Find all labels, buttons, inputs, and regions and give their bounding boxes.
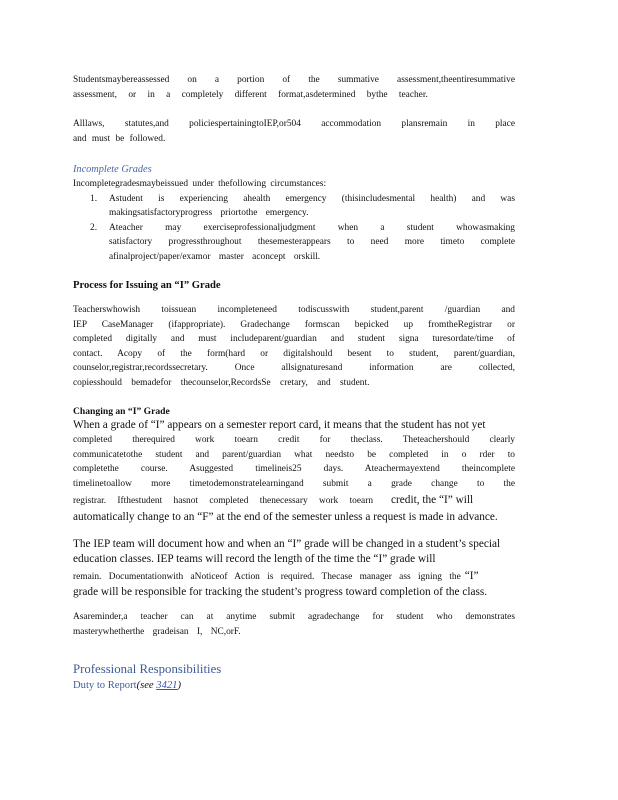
- professional-section: [73, 661, 515, 695]
- text-line: communicatetothe student and parent/guardian what needsto be completed in o rder to: [73, 449, 515, 460]
- list-number: 1.: [90, 193, 98, 204]
- changing-grade-section: [73, 405, 515, 525]
- text-fragment: remain. Documentationwith aNoticeof Action is required. Thecase manager ass igning the: [73, 572, 461, 582]
- text-line: The IEP team will document how and when an “I” grade will be changed in a student’s special: [73, 538, 501, 550]
- text-line: IEP CaseManager (ifappropriate). Gradechange formscan bepicked up fromtheRegistrar or: [73, 319, 515, 330]
- text-line: completethe course. Asuggested timelineis25 days. Ateachermayextend theincomplete: [73, 464, 515, 475]
- laws-paragraph: [73, 117, 515, 146]
- section-heading: Professional Responsibilities: [73, 662, 222, 676]
- reassessment-paragraph: [73, 73, 515, 102]
- text-line: Alllaws, statutes,and policiespertainingtoIEP,or504 accommodation plansremain in place: [73, 119, 515, 129]
- intro-line: Incompletegradesmaybeissued under thefollowing circumstances:: [73, 179, 327, 189]
- section-heading: Incomplete Grades: [73, 164, 152, 175]
- section-heading: Changing an “I” Grade: [73, 406, 170, 417]
- text-line: Teacherswhowish toissuean incompleteneed todiscusswith student,parent /guardian and: [73, 305, 515, 315]
- duty-to-report-label: Duty to Report: [73, 680, 137, 691]
- circumstances-list: [73, 192, 515, 265]
- duty-to-report-line: [73, 677, 515, 695]
- text-fragment: credit, the “I” will: [391, 494, 474, 507]
- list-number: 2.: [90, 222, 98, 233]
- process-paragraph: [73, 303, 515, 391]
- text-line: contact. Acopy of the form(hard or digitalshould besent to student, parent/guardian,: [73, 348, 515, 359]
- list-item: [73, 221, 515, 265]
- text-line: Ateacher may exerciseprofessionaljudgment when a student whowasmaking: [109, 222, 515, 233]
- changing-paragraph: [73, 433, 515, 491]
- text-line: timelinetoallow more timetodemonstratelearningand submit a grade change to the: [73, 478, 515, 489]
- see-suffix: ): [177, 680, 181, 691]
- text-line: Astudent is experiencing ahealth emergency (thisincludesmental health) and was: [109, 193, 515, 204]
- iep-paragraph: [73, 537, 515, 600]
- text-line: Studentsmaybereassessed on a portion of the summative assessment,theentiresummative: [73, 75, 515, 85]
- text-fragment: registrar. Ifthestudent hasnot completed thenecessary work toearn: [73, 496, 374, 507]
- reminder-paragraph: [73, 610, 515, 639]
- text-fragment: “I”: [464, 570, 479, 582]
- text-line: masterywhetherthe gradeisan I, NC,orF.: [73, 626, 241, 637]
- list-item: [73, 192, 515, 221]
- text-line: assessment, or in a completely different format,asdetermined bythe teacher.: [73, 89, 428, 100]
- see-prefix: (see: [136, 680, 157, 691]
- text-line: and must be followed.: [73, 133, 166, 144]
- incomplete-grades-section: [73, 163, 515, 265]
- mixed-line: [73, 491, 515, 509]
- text-line: Asareminder,a teacher can at anytime submit agradechange for student who demonstrates: [73, 612, 515, 622]
- text-line: copiesshould bemadefor thecounselor,RecordsSe cretary, and student.: [73, 377, 370, 388]
- text-line: afinalproject/paper/examor master aconcept orskill.: [109, 251, 321, 262]
- text-line: When a grade of “I” appears on a semester report card, it means that the student has not yet: [73, 419, 486, 431]
- section-heading: Process for Issuing an “I” Grade: [73, 280, 221, 291]
- text-line: satisfactory progressthroughout thesemesterappears to need more timeto complete: [109, 237, 515, 248]
- text-line: completed digitally and must includeparent/guardian and student signa turesordate/time of: [73, 334, 515, 345]
- text-line: automatically change to an “F” at the end of the semester unless a request is made in advance.: [73, 510, 498, 523]
- process-section: [73, 279, 515, 391]
- text-line: education classes. IEP teams will record the length of the time the “I” grade will: [73, 553, 436, 565]
- text-line: makingsatisfactoryprogress priortothe emergency.: [109, 208, 309, 219]
- text-line: grade will be responsible for tracking the student’s progress toward completion of the class.: [73, 585, 488, 598]
- text-line: counselor,registrar,recordssecretary. Once allsignaturesand information are collected,: [73, 363, 515, 374]
- mixed-line: [73, 567, 515, 585]
- text-line: completed therequired work toearn credit for theclass. Theteachershould clearly: [73, 435, 515, 445]
- policy-3421-link[interactable]: 3421: [156, 680, 178, 691]
